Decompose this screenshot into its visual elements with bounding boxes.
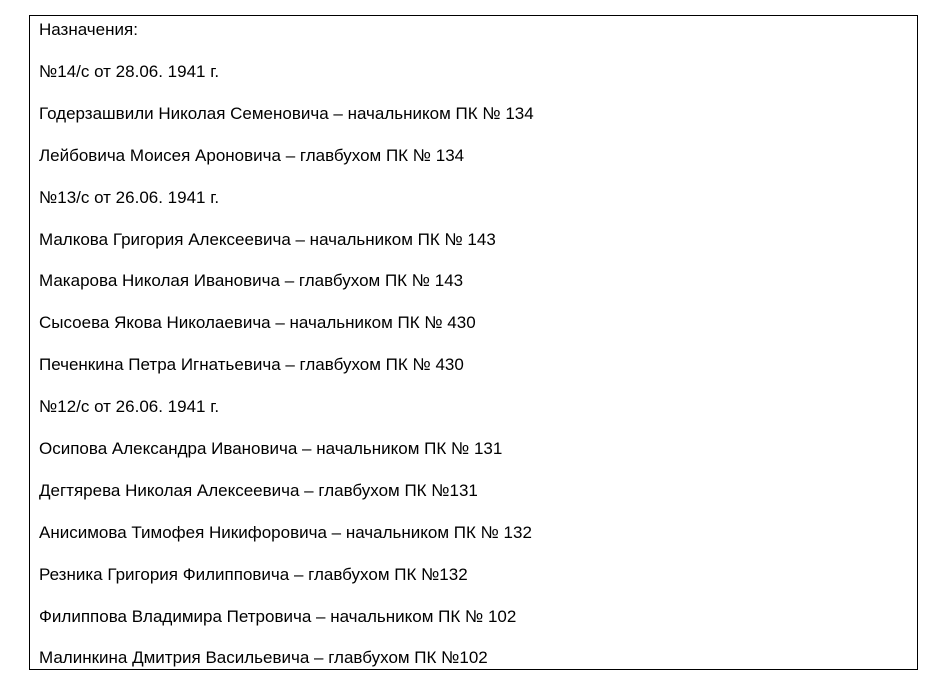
appointment-line: Филиппова Владимира Петровича – начальником ПК № 102 <box>39 606 517 626</box>
appointment-line: Лейбовича Моисея Ароновича – главбухом ПК № 134 <box>39 145 465 165</box>
document-heading: Назначения: <box>39 20 138 39</box>
appointment-line: Анисимова Тимофея Никифоровича – начальником ПК № 132 <box>39 522 532 542</box>
appointment-line: Малинкина Дмитрия Васильевича – главбухом ПК №102 <box>39 648 488 668</box>
appointment-line: Печенкина Петра Игнатьевича – главбухом ПК № 430 <box>39 355 464 375</box>
appointment-line: Дегтярева Николая Алексеевича – главбухом ПК №131 <box>39 480 478 500</box>
appointment-line: Резника Григория Филипповича – главбухом ПК №132 <box>39 564 468 584</box>
order-header-14: №14/с от 28.06. 1941 г. <box>39 62 220 81</box>
order-header-13: №13/с от 26.06. 1941 г. <box>39 187 220 207</box>
appointment-line: Осипова Александра Ивановича – начальником ПК № 131 <box>39 439 503 459</box>
appointment-line: Макарова Николая Ивановича – главбухом ПК № 143 <box>39 271 464 291</box>
appointment-line: Сысоева Якова Николаевича – начальником ПК № 430 <box>39 313 476 333</box>
appointment-line: Малкова Григория Алексеевича – начальником ПК № 143 <box>39 229 496 249</box>
appointment-list <box>39 60 534 688</box>
order-header-12: №12/с от 26.06. 1941 г. <box>39 397 220 417</box>
appointment-line: Годерзашвили Николая Семеновича – начальником ПК № 134 <box>39 103 534 123</box>
